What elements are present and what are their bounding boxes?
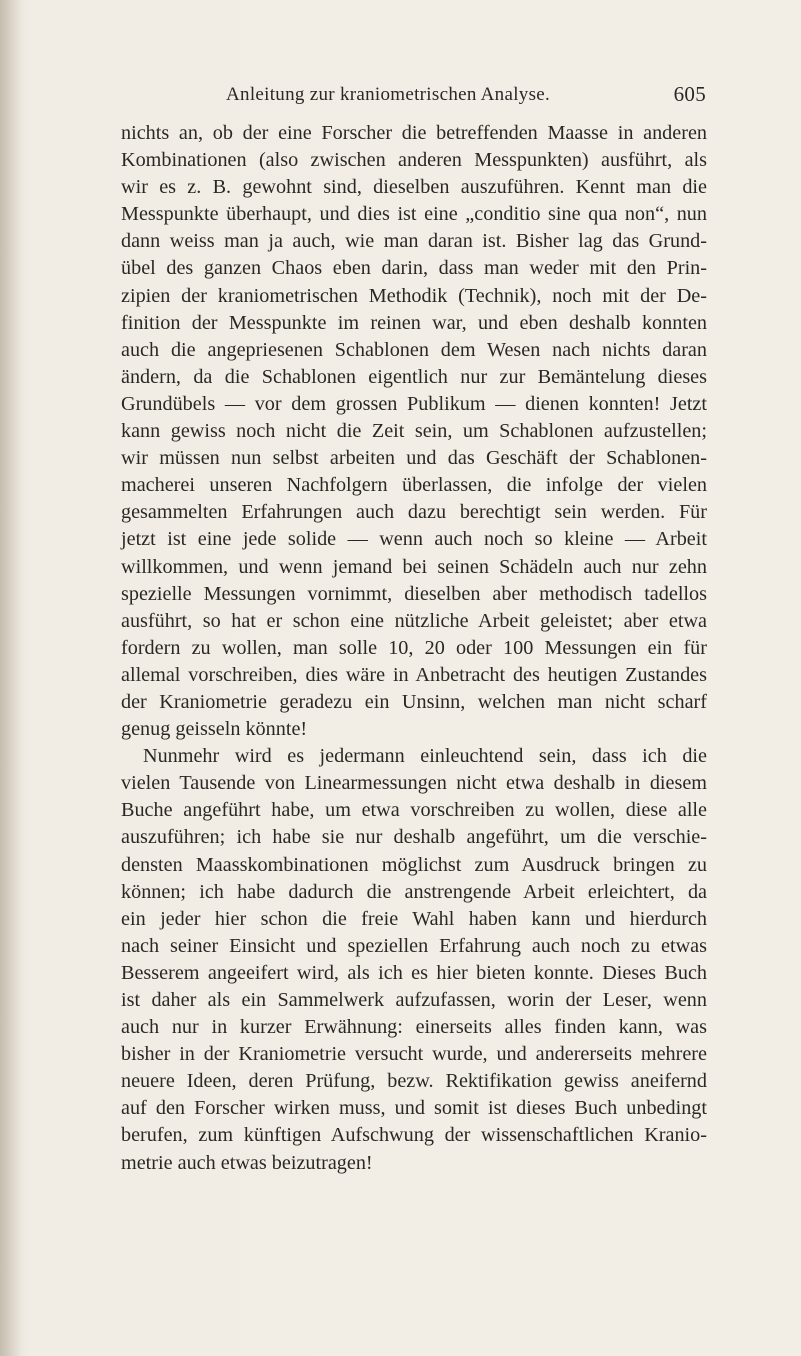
text-line: genug geisseln könnte! [121, 718, 308, 741]
text-line: übel des ganzen Chaos eben darin, dass man weder mit den Prin- [121, 257, 707, 280]
text-line: wir müssen nun selbst arbeiten und das Geschäft der Schablonen- [121, 447, 707, 470]
text-line: auch die angepriesenen Schablonen dem Wesen nach nichts daran [121, 338, 707, 361]
text-line: Besserem angeeifert wird, als ich es hier bieten konnte. Dieses Buch [121, 961, 707, 984]
running-head [226, 84, 706, 112]
text-line: willkommen, und wenn jemand bei seinen Schädeln auch nur zehn [121, 555, 707, 578]
text-line: können; ich habe dadurch die anstrengende Arbeit erleichtert, da [121, 880, 707, 903]
text-line: vielen Tausende von Linearmessungen nicht etwa deshalb in diesem [121, 772, 707, 795]
text-line: densten Maasskombinationen möglichst zum Ausdruck bringen zu [121, 853, 707, 876]
text-line: macherei unseren Nachfolgern überlassen, die infolge der vielen [121, 474, 707, 497]
text-line: dann weiss man ja auch, wie man daran ist. Bisher lag das Grund- [121, 230, 707, 253]
text-line: ausführt, so hat er schon eine nützliche Arbeit geleistet; aber etwa [121, 609, 707, 632]
text-line: zipien der kraniometrischen Methodik (Technik), noch mit der De- [121, 284, 707, 307]
text-line: neuere Ideen, deren Prüfung, bezw. Rektifikation gewiss aneifernd [121, 1070, 707, 1093]
text-line: metrie auch etwas beizutragen! [121, 1151, 373, 1174]
text-line: finition der Messpunkte im reinen war, und eben deshalb konnten [121, 311, 707, 334]
text-line: spezielle Messungen vornimmt, dieselben aber methodisch tadellos [121, 582, 707, 605]
text-line: ändern, da die Schablonen eigentlich nur zur Bemäntelung dieses [121, 365, 707, 388]
text-line: Kombinationen (also zwischen anderen Messpunkten) ausführt, als [121, 149, 707, 172]
text-line: der Kraniometrie geradezu ein Unsinn, welchen man nicht scharf [121, 690, 707, 713]
spine-shadow [0, 0, 22, 1356]
text-line: Nunmehr wird es jedermann einleuchtend sein, dass ich die [143, 745, 707, 768]
text-line: gesammelten Erfahrungen auch dazu berechtigt sein werden. Für [121, 501, 707, 524]
text-line: auszuführen; ich habe sie nur deshalb angeführt, um die verschie- [121, 826, 707, 849]
text-line: nichts an, ob der eine Forscher die betreffenden Maasse in anderen [121, 122, 707, 144]
text-line: berufen, zum künftigen Aufschwung der wissenschaftlichen Kranio- [121, 1124, 707, 1147]
text-line: ein jeder hier schon die freie Wahl haben kann und hierdurch [121, 907, 707, 930]
text-line: auch nur in kurzer Erwähnung: einerseits alles finden kann, was [121, 1016, 707, 1039]
running-head-title: Anleitung zur kraniometrischen Analyse. [226, 84, 551, 105]
text-line: Buche angeführt habe, um etwa vorschreiben zu wollen, diese alle [121, 799, 707, 822]
text-line: kann gewiss noch nicht die Zeit sein, um Schablonen aufzustellen; [121, 420, 707, 443]
body-text [121, 120, 707, 1177]
text-line: auf den Forscher wirken muss, und somit ist dieses Buch unbedingt [121, 1097, 707, 1120]
text-line: Messpunkte überhaupt, und dies ist eine „conditio sine qua non“, nun [121, 203, 707, 226]
text-line: wir es z. B. gewohnt sind, dieselben auszuführen. Kennt man die [121, 176, 707, 199]
text-line: Grundübels — vor dem grossen Publikum — dienen konnten! Jetzt [121, 392, 707, 415]
paragraph-2 [121, 743, 707, 1177]
text-line: jetzt ist eine jede solide — wenn auch noch so kleine — Arbeit [121, 528, 707, 551]
paragraph-1 [121, 120, 707, 743]
text-line: fordern zu wollen, man solle 10, 20 oder 100 Messungen ein für [121, 636, 707, 659]
text-line: nach seiner Einsicht und speziellen Erfahrung auch noch zu etwas [121, 934, 707, 957]
text-line: ist daher als ein Sammelwerk aufzufassen, worin der Leser, wenn [121, 989, 707, 1011]
page-number: 605 [673, 82, 706, 106]
text-line: bisher in der Kraniometrie versucht wurde, und andererseits mehrere [121, 1043, 707, 1066]
text-line: allemal vorschreiben, dies wäre in Anbetracht des heutigen Zustandes [121, 663, 707, 686]
